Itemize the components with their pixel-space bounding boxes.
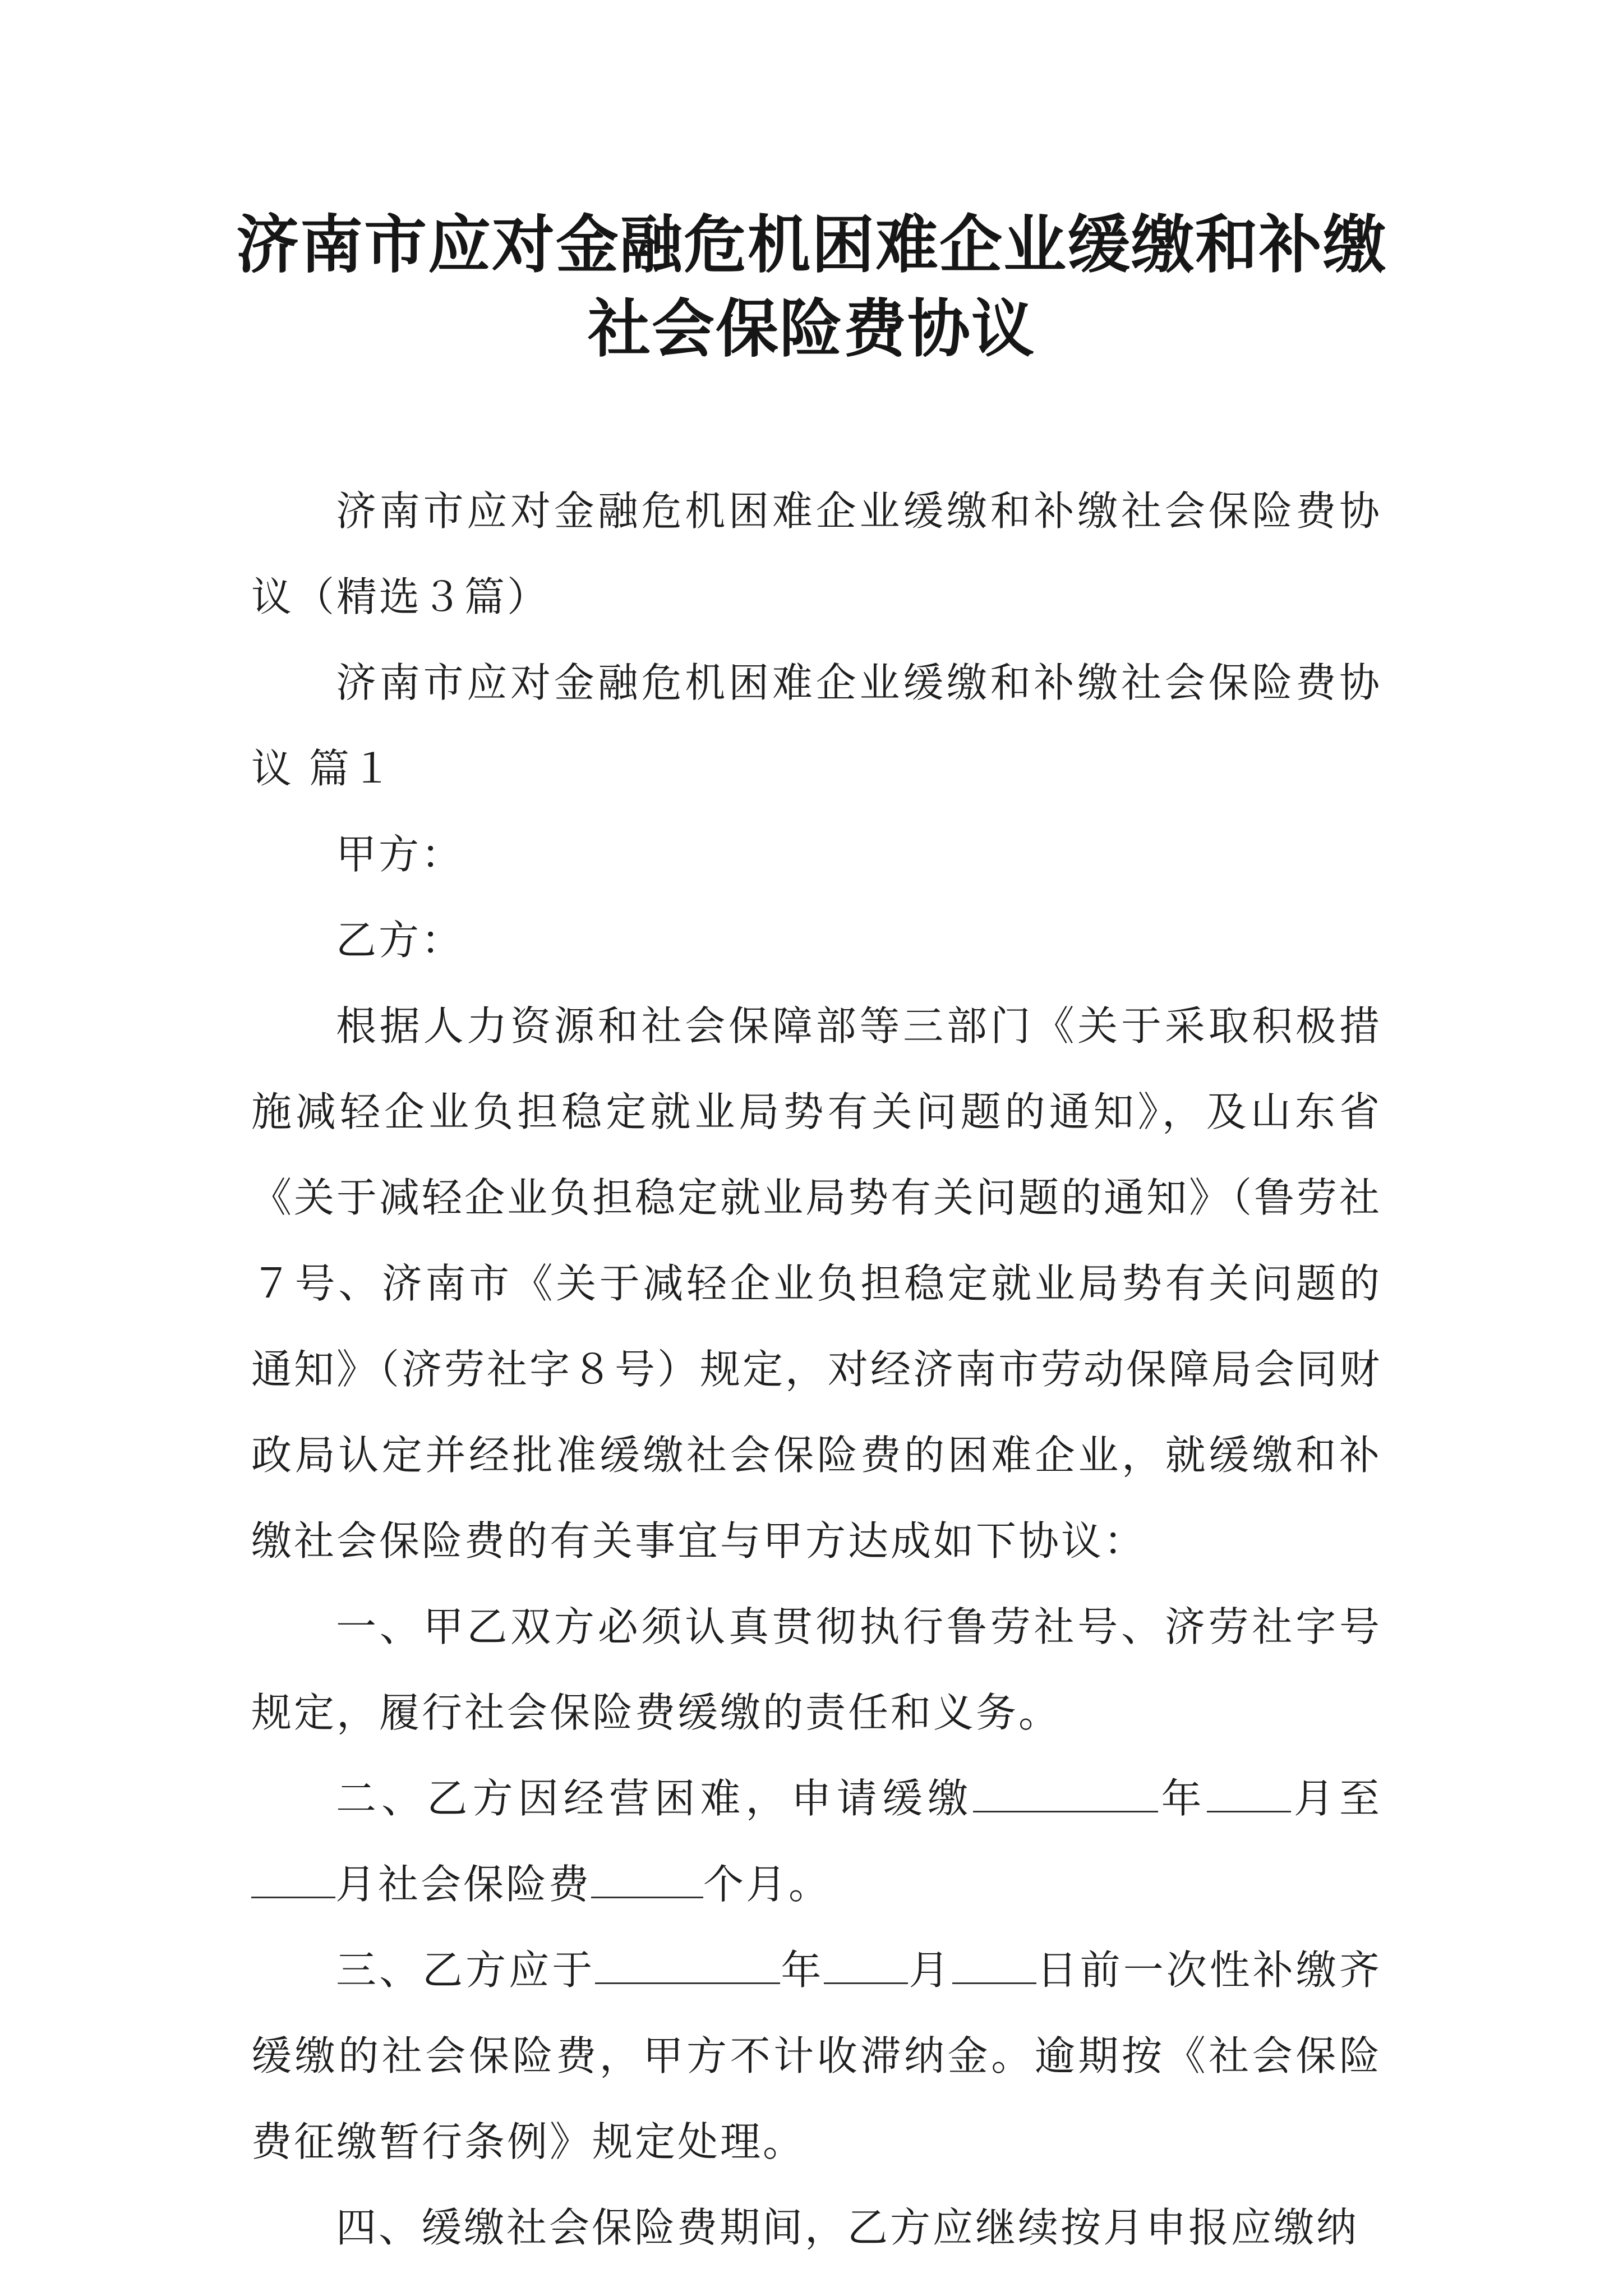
clause-3-text-c: 月 <box>908 1947 952 1994</box>
clause-3-text-b: 年 <box>780 1947 824 1994</box>
clause-2 <box>251 1756 1382 1927</box>
party-a-line: 甲方： <box>336 831 464 878</box>
blank-month-end-field <box>251 1862 335 1898</box>
clause-3-text-d: 日前一次性补缴齐缓缴的社会保险费，甲方不计收滞纳金。逾期按《社会保险费征缴暂行条例》规定处理。 <box>251 1947 1382 2165</box>
basis-paragraph: 根据人力资源和社会保障部等三部门《关于采取积极措施减轻企业负担稳定就业局势有关问题的通知》，及山东省《关于减轻企业负担稳定就业局势有关问题的通知》（鲁劳社７号、济南市《关于减轻企业负担稳定就业局势有关问题的通知》（济劳社字８号）规定，对经济南市劳动保障局会同财政局认定并经批准缓缴社会保险费的困难企业，就缓缴和补缴社会保险费的有关事宜与甲方达成如下协议： <box>251 1002 1382 1565</box>
document-title-line-1: 济南市应对金融危机困难企业缓缴和补缴 <box>236 209 1387 282</box>
document-title-line-2: 社会保险费协议 <box>588 293 1035 366</box>
clause-2-text-c: 月至 <box>1290 1775 1382 1822</box>
clause-4: 四、缓缴社会保险费期间，乙方应继续按月申报应缴纳 <box>336 2204 1359 2251</box>
blank-repay-day-field <box>952 1948 1036 1984</box>
blank-year-field <box>973 1776 1158 1812</box>
clause-1: 一、甲乙双方必须认真贯彻执行鲁劳社号、济劳社字号规定，履行社会保险费缓缴的责任和义务。 <box>251 1603 1382 1736</box>
clause-2-text-b: 年 <box>1158 1775 1207 1822</box>
document-body <box>251 468 1382 2271</box>
party-b-line: 乙方： <box>336 917 464 964</box>
blank-repay-month-field <box>824 1948 908 1984</box>
clause-2-text-d: 月社会保险费 <box>335 1861 592 1908</box>
blank-month-field <box>1207 1776 1291 1812</box>
blank-month-count-field <box>591 1862 703 1898</box>
intro-paragraph: 济南市应对金融危机困难企业缓缴和补缴社会保险费协议（精选３篇） <box>251 487 1382 620</box>
clause-2-text-a: 二、乙方因经营困难，申请缓缴 <box>336 1775 974 1822</box>
clause-2-text-e: 个月。 <box>703 1861 832 1908</box>
section-heading: 济南市应对金融危机困难企业缓缴和补缴社会保险费协议 篇１ <box>251 659 1382 792</box>
clause-3-text-a: 三、乙方应于 <box>336 1947 596 1994</box>
clause-3 <box>251 1927 1382 2185</box>
blank-repay-year-field <box>595 1948 780 1984</box>
